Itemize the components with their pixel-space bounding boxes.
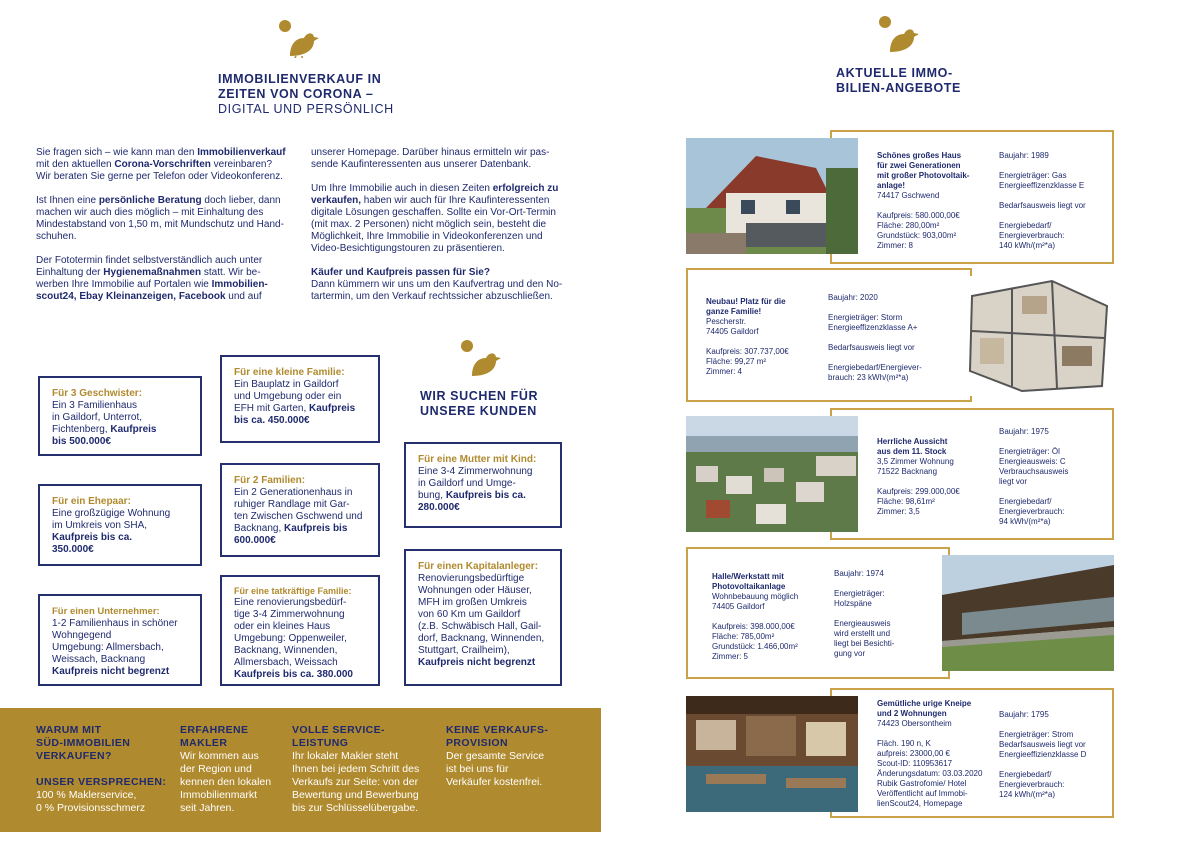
banner-promise-column: WARUM MIT SÜD-IMMOBILIEN VERKAUFEN? UNSER VERSPRECHEN: 100 % Maklerservice, 0 % Provisionsschmerz — [36, 724, 167, 814]
house-photo — [686, 138, 858, 254]
listing-1-details: Schönes großes Haus für zwei Generationen mit großer Photovoltaik- anlage! 74417 Gschwend Kaufpreis: 580.000,00€ Fläche: 280,00m² Grundstück: 903,00m² Zimmer: 8 — [877, 151, 970, 250]
intro-column-2: unserer Homepage. Darüber hinaus ermitteln wir pas- sende Kaufinteressenten aus unserer Datenbank. Um Ihre Immobilie auch in diesen Zeiten erfolgreich zu verkaufen, haben wir auch für Ihre Kaufinteressenten digitale Lösungen geschaffen. Sollte ein Vor-Ort-Termin (mit max. 2 Personen) nicht möglich sein, besteht die Möglichkeit, Ihre Immobilie in Videokonferenzen und Video-Besichtigungstouren zu präsentieren. Käufer und Kaufpreis passen für Sie? Dann kümmern wir uns um den Kaufvertrag und den No- tartermin, um den Verkauf rechtssicher abzuschließen. — [311, 147, 563, 302]
search-heading: WIR SUCHEN FÜR UNSERE KUNDEN — [420, 389, 539, 418]
wish-box-investor: Für einen Kapitalanleger: Renovierungsbedürftige Wohnungen oder Häuser, MFH im großen Umkreis von 60 Km um Gaildorf (z.B. Schwäbisch Hall, Gail- dorf, Backnang, Winnenden, Stuttgart, Crailheim), Kaufpreis nicht begrenzt — [404, 549, 562, 686]
wish-box-two-families: Für 2 Familien: Ein 2 Generationenhaus in ruhiger Randlage mit Gar- ten Zwischen Gschwend und Backnang, Kaufpreis bis 600.000€ — [220, 463, 380, 557]
corona-heading: IMMOBILIENVERKAUF IN ZEITEN VON CORONA – DIGITAL UND PERSÖNLICH — [218, 72, 394, 116]
why-us-banner — [0, 708, 601, 832]
listing-4-energy: Baujahr: 1974 Energieträger: Holzspäne Energieausweis wird erstellt und liegt bei Besichti- gung vor — [834, 569, 895, 658]
pub-photo — [686, 696, 858, 812]
wish-box-couple: Für ein Ehepaar: Eine großzügige Wohnung im Umkreis von SHA, Kaufpreis bis ca. 350.000€ — [38, 484, 202, 566]
bird-logo-icon — [458, 338, 502, 378]
listing-3-details: Herrliche Aussicht aus dem 11. Stock 3,5 Zimmer Wohnung 71522 Backnang Kaufpreis: 299.000,00€ Fläche: 98,61m² Zimmer: 3,5 — [877, 437, 960, 516]
hall-photo — [942, 555, 1114, 671]
listing-3-energy: Baujahr: 1975 Energieträger: Öl Energieausweis: C Verbrauchsausweis liegt vor Energiebedarf/ Energieverbrauch: 94 kWh/(m²*a) — [999, 427, 1069, 526]
view-photo — [686, 416, 858, 532]
intro-column-1: Sie fragen sich – wie kann man den Immobilienverkauf mit den aktuellen Corona-Vorschriften vereinbaren? Wir beraten Sie gerne per Telefon oder Videokonferenz. Ist Ihnen eine persönliche Beratung doch lieber, dann machen wir auch dies möglich – mit Einhaltung des Mindestabstand von 1,50 m, mit Mundschutz und Hand- schuhen. Der Fototermin findet selbstverständlich auch unter Einhaltung der Hygienemaßnahmen statt. Wir be- werben Ihre Immobilie auf Portalen wie Immobilien- scout24, Ebay Kleinanzeigen, Facebook und auf — [36, 147, 286, 302]
listing-1-energy: Baujahr: 1989 Energieträger: Gas Energieeffizenzklasse E Bedarfsausweis liegt vor Energiebedarf/ Energieverbrauch: 140 kWh/(m²*a) — [999, 151, 1086, 250]
banner-service-column: VOLLE SERVICE- LEISTUNG Ihr lokaler Makler steht Ihnen bei jedem Schritt des Verkaufs zur Seite: von der Bewertung und Bewerbung bis zur Schlüsselübergabe. — [292, 724, 420, 814]
bird-logo-icon — [876, 14, 920, 54]
banner-experienced-column: ERFAHRENE MAKLER Wir kommen aus der Region und kennen den lokalen Immobilienmarkt seit Jahren. — [180, 724, 272, 814]
wish-box-energetic-family: Für eine tatkräftige Familie: Eine renovierungsbedürf- tige 3-4 Zimmerwohnung oder ein kleines Haus Umgebung: Oppenweiler, Backnang, Winnenden, Allmersbach, Weissach Kaufpreis bis ca. 380.000 — [220, 575, 380, 686]
wish-box-entrepreneur: Für einen Unternehmer: 1-2 Familienhaus in schöner Wohngegend Umgebung: Allmersbach, Weissach, Backnang Kaufpreis nicht begrenzt — [38, 594, 202, 686]
banner-commission-column: KEINE VERKAUFS- PROVISION Der gesamte Service ist bei uns für Verkäufer kostenfrei. — [446, 724, 549, 788]
listing-5-energy: Baujahr: 1795 Energieträger: Strom Bedarfsausweis liegt vor Energieeffizienzklasse D Energiebedarf/ Energieverbrauch: 124 kWh/(m²*a) — [999, 710, 1087, 799]
floorplan-image — [962, 276, 1114, 396]
listing-2-energy: Baujahr: 2020 Energieträger: Storm Energieeffizenzklasse A+ Bedarfsausweis liegt vor Energiebedarf/Energiever- brauch: 23 kWh/(m²*a) — [828, 293, 922, 382]
wish-box-small-family: Für eine kleine Familie: Ein Bauplatz in Gaildorf und Umgebung oder ein EFH mit Garten, Kaufpreis bis ca. 450.000€ — [220, 355, 380, 443]
listing-4-details: Halle/Werkstatt mit Photovoltaikanlage Wohnbebauung möglich 74405 Gaildorf Kaufpreis: 398.000,00€ Fläche: 785,00m² Grundstück: 1.466,00m² Zimmer: 5 — [712, 572, 799, 661]
wish-box-mother-child: Für eine Mutter mit Kind: Eine 3-4 Zimmerwohnung in Gaildorf und Umge- bung, Kaufpreis bis ca. 280.000€ — [404, 442, 562, 528]
offers-heading: AKTUELLE IMMO- BILIEN-ANGEBOTE — [836, 66, 961, 95]
listing-5-details: Gemütliche urige Kneipe und 2 Wohnungen 74423 Obersontheim Fläch. 190 n, K aufpreis: 23000,00 € Scout-ID: 110953617 Änderungsdatum: 03.03.2020 Rubik Gastrofomie/ Hotel Veröffentlicht auf Immobi- lienScout24, Homepage — [877, 699, 983, 808]
bird-logo-icon — [276, 18, 320, 58]
wish-box-3-siblings: Für 3 Geschwister: Ein 3 Familienhaus in Gaildorf, Unterrot, Fichtenberg, Kaufpreis bis 500.000€ — [38, 376, 202, 456]
listing-2-details: Neubau! Platz für die ganze Familie! Pescherstr. 74405 Gaildorf Kaufpreis: 307.737,00€ Fläche: 99,27 m² Zimmer: 4 — [706, 297, 789, 376]
